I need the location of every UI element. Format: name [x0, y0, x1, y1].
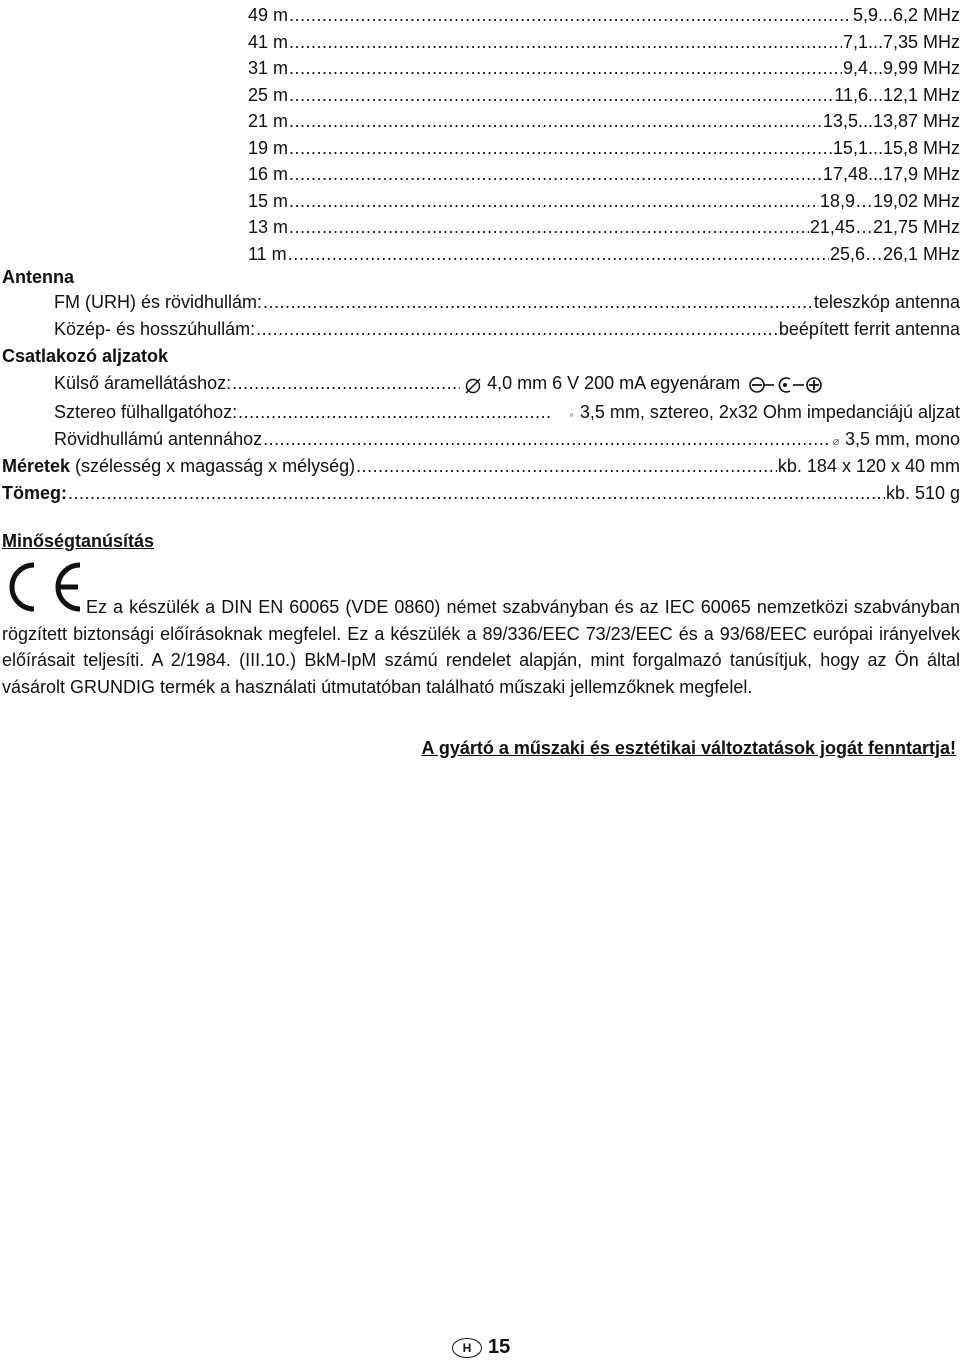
quality-paragraph — [2, 594, 960, 700]
connector-row — [54, 424, 960, 450]
band-row — [248, 27, 960, 53]
band-label: 31 m — [248, 58, 289, 78]
band-label: 19 m — [248, 137, 289, 158]
band-value: 17,48...17,9 MHz — [822, 164, 960, 184]
band-label: 13 m — [248, 217, 289, 237]
band-label: 11 m — [248, 243, 287, 264]
leader-dots — [68, 482, 885, 504]
dimensions-label-bold: Méretek — [2, 456, 71, 476]
antenna-label: FM (URH) és rövidhullám: — [54, 292, 263, 312]
connector-value: 3,5 mm, sztereo, 2x32 Ohm impedanciájú aljzat — [579, 402, 960, 422]
connector-label: Külső áramellátáshoz: — [54, 373, 232, 393]
band-row — [248, 133, 960, 159]
band-value: 18,9…19,02 MHz — [819, 190, 960, 211]
leader-dots — [356, 455, 777, 477]
leader-dots — [263, 291, 813, 313]
antenna-label: Közép- és hosszúhullám: — [54, 319, 256, 339]
weight-row — [2, 478, 960, 504]
band-label: 25 m — [248, 84, 289, 105]
leader-dots — [289, 216, 809, 238]
leader-dots — [263, 428, 828, 450]
band-row — [248, 0, 960, 26]
leader-dots — [289, 31, 842, 53]
antenna-row — [54, 287, 960, 313]
leader-dots — [289, 57, 842, 79]
leader-dots — [256, 318, 778, 340]
page-number: 15 — [488, 1336, 511, 1358]
leader-dots — [289, 4, 852, 26]
band-label: 15 m — [248, 190, 289, 211]
polarity-icon — [748, 376, 824, 394]
antenna-heading: Antenna — [2, 267, 74, 287]
connector-value: 4,0 mm 6 V 200 mA egyenáram — [487, 373, 741, 393]
band-row — [248, 159, 960, 185]
leader-dots — [289, 137, 832, 159]
leader-dots — [288, 243, 829, 265]
band-value: 9,4...9,99 MHz — [842, 58, 960, 78]
connector-row — [54, 368, 960, 394]
dimensions-label-rest: (szélesség x magasság x mélység) — [70, 456, 356, 476]
antenna-row — [54, 314, 960, 340]
band-value: 5,9...6,2 MHz — [852, 5, 960, 25]
quality-paragraph-text: Ez a készülék a DIN EN 60065 (VDE 0860) német szabványban és az IEC 60065 nemzetközi szabványban rögzített biztonsági előírásoknak megfelel. Ez a készülék a 89/336/EEC 73/23/EEC és a 93/68/EEC európai irányelvek előírásait teljesíti. A 2/1984. (III.10.) BkM-IpM számú rendelet alapján, mint forgalmazó tanúsítjuk, hogy az Ön által vásárolt GRUNDIG termék a használati útmutatóban található műszaki jellemzőknek megfelel. — [2, 597, 960, 697]
connector-label: Rövidhullámú antennához — [54, 429, 263, 449]
band-label: 16 m — [248, 164, 289, 184]
band-label: 49 m — [248, 5, 289, 25]
band-row — [248, 212, 960, 238]
diameter-icon — [570, 407, 573, 423]
band-label: 21 m — [248, 111, 289, 131]
band-value: 7,1...7,35 MHz — [842, 31, 960, 52]
band-value: 25,6…26,1 MHz — [829, 243, 960, 264]
leader-dots — [238, 401, 551, 423]
antenna-value: teleszkóp antenna — [813, 292, 960, 312]
band-value: 11,6...12,1 MHz — [834, 84, 960, 105]
band-row — [248, 186, 960, 212]
dimensions-value: kb. 184 x 120 x 40 mm — [777, 456, 960, 476]
leader-dots — [289, 84, 833, 106]
diameter-icon — [833, 434, 839, 450]
connector-row — [54, 397, 960, 423]
antenna-value: beépített ferrit antenna — [778, 319, 960, 339]
connector-value: 3,5 mm, mono — [844, 429, 960, 449]
dimensions-row — [2, 451, 960, 477]
weight-label: Tömeg: — [2, 483, 67, 503]
band-value: 21,45…21,75 MHz — [809, 217, 960, 237]
dimensions-label — [2, 455, 355, 477]
band-label: 41 m — [248, 31, 289, 52]
band-row — [248, 53, 960, 79]
language-badge: H — [452, 1338, 482, 1358]
band-row — [248, 80, 960, 106]
leader-dots — [289, 163, 822, 185]
band-value: 13,5...13,87 MHz — [822, 111, 960, 131]
diameter-icon — [465, 378, 481, 394]
connectors-heading: Csatlakozó aljzatok — [2, 346, 169, 366]
band-value: 15,1...15,8 MHz — [832, 137, 960, 158]
leader-dots — [289, 190, 819, 212]
leader-dots — [289, 110, 822, 132]
leader-dots — [232, 372, 460, 394]
page-footer — [452, 1336, 510, 1359]
quality-title: Minőségtanúsítás — [2, 531, 155, 551]
connector-label: Sztereo fülhallgatóhoz: — [54, 402, 238, 422]
band-row — [248, 239, 960, 265]
disclaimer: A gyártó a műszaki és esztétikai változtatások jogát fenntartja! — [421, 738, 956, 758]
band-row — [248, 106, 960, 132]
weight-value: kb. 510 g — [885, 483, 960, 503]
